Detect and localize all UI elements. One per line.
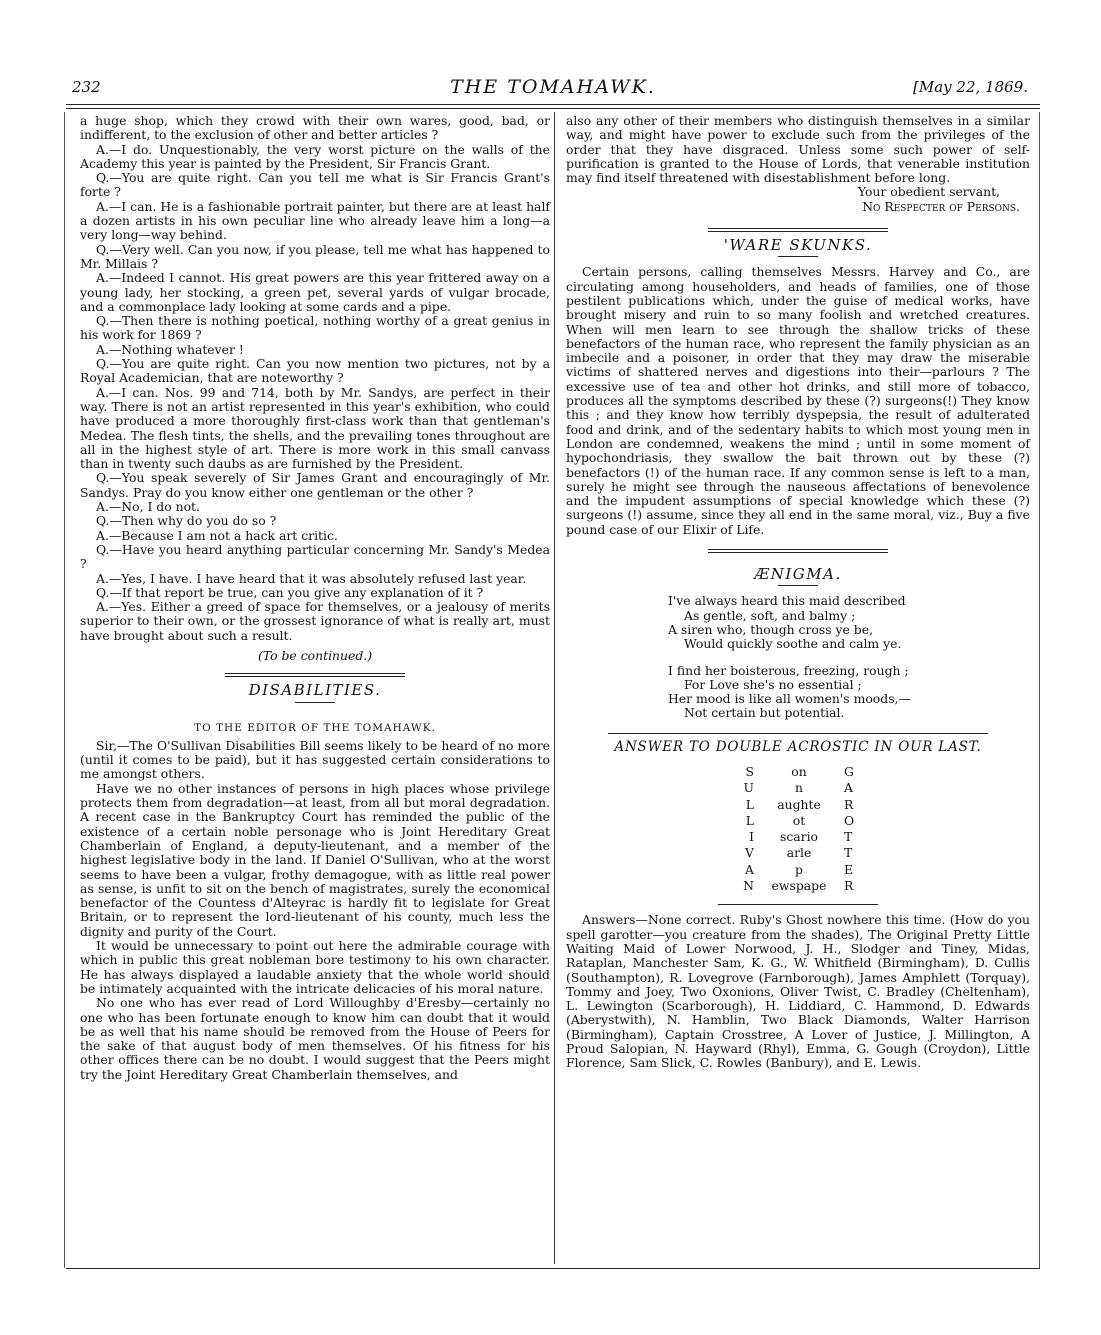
paragraph: Certain persons, calling themselves Messrs. Harvey and Co., are circulating among householders, and heads of families, one of those pestilent publications which, under the guise of medical works, have brought misery and ruin to so many foolish and wretched creatures. When will men learn to see through the shallow tricks of these benefactors of the human race, who represent the family physician as an imbecile and a poisoner, in order that they may draw the miserable victims of shattered nerves and digestions into their—parlours ? The excessive use of tea and other hot drinks, and still more of tobacco, produces all the symptoms described by these (?) surgeons(!) They know this ; and they know how terribly dyspepsia, the result of adulterated food and drink, and of the sedentary habits to which most young men in London are condemned, weakens the mind ; until in some moment of hypochondriasis, they swallow the bait thrown out by these (?) benefactors (!) of the human race. If any common sense is left to a man, surely he might see through the nauseous affectations of benevolence and the impudent assumptions of special knowledge which these (?) surgeons (!) assume, since they all end in the same moral, viz., Buy a five pound case of our Elixir of Life.	[566, 264, 1030, 537]
acrostic-middle: ot	[792, 812, 806, 828]
answer-heading: ANSWER TO DOUBLE ACROSTIC IN OUR LAST.	[614, 738, 982, 755]
aenigma-heading: ÆNIGMA.	[754, 565, 842, 584]
acrostic-last-letter: G	[844, 763, 854, 779]
poem-line: Not certain but potential.	[684, 705, 845, 721]
column-divider	[554, 112, 555, 1264]
poem-line: As gentle, soft, and balmy ;	[684, 607, 856, 623]
paragraph: A.—Nothing whatever !	[96, 341, 244, 357]
acrostic-first-letter: V	[745, 845, 754, 861]
paragraph: also any other of their members who distinguish themselves in a similar way, and might have power to exclude such from the privileges of the order that they have disgraced. Unless some such power of self-purification is granted to the House of Lords, that venerable institution may find itself threatened with disestablishment before long.	[566, 113, 1030, 186]
masthead-title: THE TOMAHAWK.	[450, 76, 656, 98]
right-border	[1039, 112, 1040, 1268]
paragraph: A.—I can. He is a fashionable portrait painter, but there are at least half a dozen artists in his own peculiar line who already leave him a long—a very long—way behind.	[80, 198, 550, 243]
footer-rule	[66, 1268, 1040, 1269]
disabilities-heading: DISABILITIES.	[248, 681, 382, 700]
paragraph: A.—I do. Unquestionably, the very worst picture on the walls of the Academy this year is painted by the President, Sir Francis Grant.	[80, 141, 550, 171]
poem-line: For Love she's no essential ;	[684, 676, 862, 692]
to-be-continued: (To be continued.)	[257, 647, 373, 663]
letter-closing: Your obedient servant,	[857, 184, 1000, 200]
acrostic-first-letter: N	[743, 878, 754, 894]
section-divider	[608, 733, 988, 734]
paragraph: Q.—Very well. Can you now, if you please, tell me what has happened to Mr. Millais ?	[80, 241, 550, 271]
page-number: 232	[72, 78, 101, 96]
paragraph: Q.—Then why do you do so ?	[96, 513, 277, 529]
paragraph: A.—Yes, I have. I have heard that it was absolutely refused last year.	[96, 570, 527, 586]
paragraph: Q.—Then there is nothing poetical, nothing worthy of a great genius in his work for 1869 ?	[80, 313, 550, 343]
section-divider	[225, 673, 405, 677]
acrostic-middle: n	[795, 780, 803, 796]
aenigma-poem	[652, 594, 1030, 720]
acrostic-middle: aughte	[777, 796, 821, 812]
acrostic-first-letter: L	[745, 796, 754, 812]
heading-rule	[778, 585, 818, 586]
paragraph: A.—No, I do not.	[96, 499, 200, 515]
acrostic-middle: scario	[779, 829, 819, 845]
acrostic-row	[566, 797, 1030, 813]
acrostic-first-letter: A	[745, 861, 754, 877]
letter-address: TO THE EDITOR OF THE TOMAHAWK.	[194, 721, 436, 734]
acrostic-middle: arle	[786, 845, 812, 861]
acrostic-middle: ewspape	[771, 878, 827, 894]
acrostic-first-letter: S	[745, 763, 754, 779]
acrostic-row	[566, 878, 1030, 894]
acrostic-last-letter: E	[844, 861, 854, 877]
acrostic-last-letter: R	[844, 796, 854, 812]
paragraph: Answers—None correct. Ruby's Ghost nowhere this time. (How do you spell garotter—you creature from the shades), The Original Pretty Little Waiting Maid of Lower Norwood, J. H., Slodger and Tiney, Midas, Rataplan, Manchester Sam, K. G., W. Whitfield (Birmingham), D. Cullis (Southampton), R. Lovegrove (Farnborough), James Amphlett (Torquay), Tommy and Joey, Two Oxonions, Oliver Twist, C. Bradley (Cheltenham), L. Lewington (Scarborough), H. Liddiard, C. Hammond, D. Edwards (Aberystwith), N. Hamblin, Two Black Diamonds, Walter Harrison (Birmingham), Captain Crosstree, A Lover of Justice, J. Millington, A Proud Salopian, N. Hayward (Rhyl), Emma, G. Gough (Croydon), Little Florence, Sam Slick, C. Rowles (Banbury), and E. Lewis.	[566, 912, 1030, 1071]
acrostic-first-letter: L	[745, 812, 754, 828]
acrostic-middle: p	[795, 861, 803, 877]
acrostic-row	[566, 813, 1030, 829]
section-divider	[708, 549, 888, 553]
poem-line: A siren who, though cross ye be,	[668, 621, 874, 637]
issue-date: [May 22, 1869.	[913, 78, 1028, 96]
page-header	[66, 64, 1040, 98]
acrostic-middle: on	[791, 763, 807, 779]
left-column	[80, 114, 550, 1082]
paragraph: A.—Yes. Either a greed of space for themselves, or a jealousy of merits superior to their own, or the grossest ignorance of what is really art, must have brought about such a result.	[80, 599, 550, 643]
acrostic-last-letter: T	[844, 845, 853, 861]
header-rule-bottom	[66, 108, 1040, 109]
paragraph: Q.—Have you heard anything particular concerning Mr. Sandy's Medea ?	[80, 541, 550, 572]
paragraph: No one who has ever read of Lord Willoughby d'Eresby—certainly no one who has been fortunate enough to know him can doubt that it would be as well that his name should be removed from the House of Peers for the sake of that august body of men themselves. Of his fitness for his other offices there can be no doubt. I would suggest that the Peers might try the Joint Hereditary Great Chamberlain themselves, and	[80, 995, 550, 1082]
paragraph: Q.—You speak severely of Sir James Grant and encouragingly of Mr. Sandys. Pray do you know either one gentleman or the other ?	[80, 470, 550, 500]
acrostic-row	[566, 829, 1030, 845]
left-border	[64, 112, 65, 1268]
poem-line: Would quickly soothe and calm ye.	[684, 636, 902, 652]
paragraph: Sir,—The O'Sullivan Disabilities Bill seems likely to be heard of no more (until it comes to be paid), but it has suggested certain considerations to me amongst others.	[80, 737, 550, 782]
acrostic-first-letter: I	[749, 829, 754, 845]
poem-line: I find her boisterous, freezing, rough ;	[668, 662, 909, 678]
acrostic-row	[566, 764, 1030, 780]
right-column	[566, 114, 1030, 1071]
acrostic-table	[566, 764, 1030, 894]
section-divider	[708, 228, 888, 232]
paragraph: It would be unnecessary to point out here the admirable courage with which in public this great nobleman bore testimony to his own character. He has always displayed a laudable anxiety that the whole world should be intimately acquainted with the intricate delicacies of his moral nature.	[80, 938, 550, 996]
section-divider	[718, 904, 878, 905]
paragraph: Have we no other instances of persons in high places whose privilege protects them from degradation—at least, from all but moral degradation. A recent case in the Bankruptcy Court has reminded the public of the existence of a certain noble personage who is Joint Hereditary Great Chamberlain of England, a deputy-lieutenant, and a member of the highest legislative body in the land. If Daniel O'Sullivan, who at the worst seems to have been a vulgar, frothy demagogue, with as little real power as sense, is unfit to sit on the bench of magistrates, surely the economical benefactor of the Countess d'Alteyrac is hardly fit to legislate for Great Britain, or to represent the lord-lieutenant of his county, much less the dignity and purity of the Court.	[80, 780, 550, 939]
paragraph: Q.—If that report be true, can you give any explanation of it ?	[96, 584, 484, 600]
paragraph: A.—Because I am not a hack art critic.	[96, 527, 338, 543]
acrostic-last-letter: O	[844, 812, 855, 828]
heading-rule	[778, 256, 818, 257]
poem-line: Her mood is like all women's moods,—	[668, 691, 911, 707]
paragraph: a huge shop, which they crowd with their own wares, good, bad, or indifferent, to the exclusion of other and better articles ?	[80, 113, 550, 143]
skunks-heading: 'WARE SKUNKS.	[723, 236, 873, 255]
header-rule-top	[66, 104, 1040, 105]
acrostic-first-letter: U	[743, 780, 754, 796]
acrostic-row	[566, 780, 1030, 796]
acrostic-row	[566, 862, 1030, 878]
poem-line: I've always heard this maid described	[668, 593, 906, 609]
paragraph: Q.—You are quite right. Can you now mention two pictures, not by a Royal Academician, that are noteworthy ?	[80, 356, 550, 386]
acrostic-last-letter: T	[844, 829, 853, 845]
letter-signature: No Respecter of Persons.	[862, 198, 1020, 214]
acrostic-row	[566, 845, 1030, 861]
heading-rule	[295, 702, 335, 703]
acrostic-last-letter: R	[844, 878, 854, 894]
paragraph: Q.—You are quite right. Can you tell me what is Sir Francis Grant's forte ?	[80, 170, 550, 200]
paragraph: A.—I can. Nos. 99 and 714, both by Mr. Sandys, are perfect in their way. There is not an artist represented in this year's exhibition, who could have produced a more thoroughly first-class work than that gentleman's Medea. The flesh tints, the shells, and the prevailing tones throughout are all in the highest style of art. There is more work in this small canvass than in twenty such daubs as are furnished by the President.	[80, 384, 550, 472]
newspaper-page	[66, 64, 1040, 1288]
paragraph: A.—Indeed I cannot. His great powers are this year frittered away on a young lady, her stocking, a green pet, several yards of vulgar brocade, and a commonplace lady looking at some cards and a pipe.	[80, 270, 550, 314]
acrostic-last-letter: A	[844, 780, 853, 796]
